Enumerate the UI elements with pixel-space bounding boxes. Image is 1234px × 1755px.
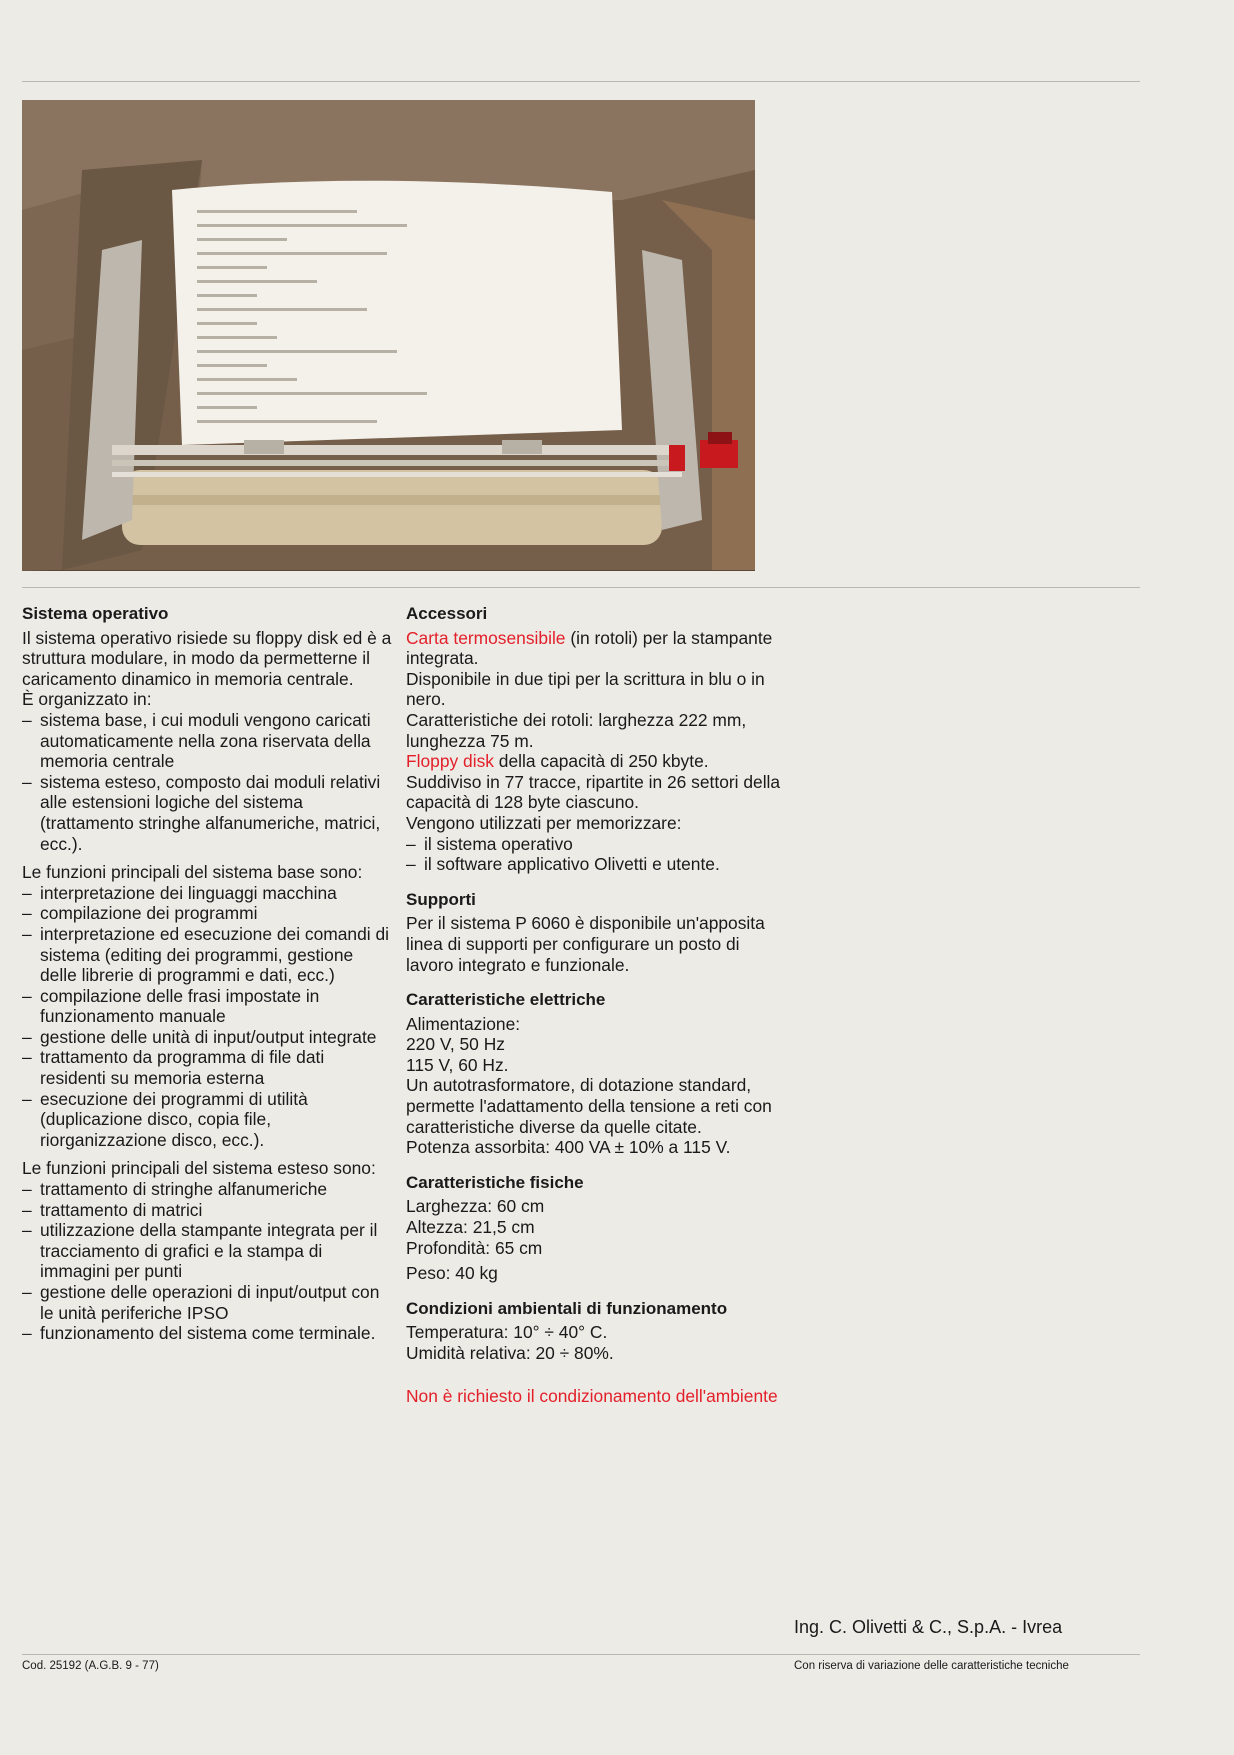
ambientali-note: Non è richiesto il condizionamento dell'ambiente — [406, 1385, 778, 1406]
accessori-paper-paragraph — [406, 628, 786, 669]
list-item: – interpretazione dei linguaggi macchina — [22, 883, 392, 904]
accessori-paper-types: Disponibile in due tipi per la scrittura in blu o in nero. — [406, 668, 765, 710]
highlight-floppy: Floppy disk — [406, 751, 494, 772]
section-title-elettriche: Caratteristiche elettriche — [406, 990, 606, 1010]
org-label: È organizzato in: — [22, 689, 152, 710]
base-label: Le funzioni principali del sistema base sono: — [22, 862, 363, 883]
disclaimer-note: Con riserva di variazione delle caratteristiche tecniche — [794, 1660, 1069, 1672]
footer-rule — [22, 1654, 1140, 1655]
section-title-ambientali: Condizioni ambientali di funzionamento — [406, 1298, 728, 1318]
intro-paragraph: Il sistema operativo risiede su floppy disk ed è a struttura modulare, in modo da permetterne il caricamento dinamico in memoria centrale. — [22, 627, 392, 689]
list-item: – trattamento di stringhe alfanumeriche — [22, 1179, 392, 1200]
top-rule — [22, 81, 1140, 82]
fisiche-line: Peso: 40 kg — [406, 1263, 498, 1284]
company-name: Ing. C. Olivetti & C., S.p.A. - Ivrea — [794, 1617, 1063, 1637]
accessori-usage-list — [406, 834, 786, 875]
list-item: – compilazione dei programmi — [22, 903, 392, 924]
left-column — [22, 604, 392, 1344]
printer-illustration — [22, 100, 755, 571]
list-item: – il software applicativo Olivetti e utente. — [406, 854, 786, 875]
elettriche-autotrasformatore: Un autotrasformatore, di dotazione standard, permette l'adattamento della tensione a reti con caratteristiche diverse da quelle citate. — [406, 1075, 772, 1137]
fisiche-line: Larghezza: 60 cm — [406, 1196, 545, 1217]
accessori-floppy-text: della capacità di 250 kbyte. — [493, 751, 709, 772]
list-item: – trattamento di matrici — [22, 1200, 392, 1221]
list-item: – gestione delle operazioni di input/output con le unità periferiche IPSO — [22, 1282, 392, 1323]
section-title-supporti: Supporti — [406, 889, 476, 909]
accessori-floppy-specs: Suddiviso in 77 tracce, ripartite in 26 settori della capacità di 128 byte ciascuno. — [406, 771, 781, 813]
list-item: – interpretazione ed esecuzione dei comandi di sistema (editing dei programmi, gestione delle librerie di programmi e dati, ecc.) — [22, 924, 392, 986]
list-item: – compilazione delle frasi impostate in funzionamento manuale — [22, 986, 392, 1027]
fisiche-line: Altezza: 21,5 cm — [406, 1217, 535, 1238]
org-list — [22, 710, 392, 854]
list-item: – sistema esteso, composto dai moduli relativi alle estensioni logiche del sistema (trattamento stringhe alfanumeriche, matrici, ecc.). — [22, 772, 392, 854]
middle-rule — [22, 587, 1140, 588]
list-item: – utilizzazione della stampante integrata per il tracciamento di grafici e la stampa di immagini per punti — [22, 1220, 392, 1282]
elettriche-line: 220 V, 50 Hz — [406, 1034, 505, 1055]
list-item: – esecuzione dei programmi di utilità (duplicazione disco, copia file, riorganizzazione disco, ecc.). — [22, 1089, 392, 1151]
elettriche-line: Alimentazione: — [406, 1013, 521, 1034]
supporti-paragraph: Per il sistema P 6060 è disponibile un'apposita linea di supporti per configurare un posto di lavoro integrato e funzionale. — [406, 913, 765, 975]
elettriche-line: 115 V, 60 Hz. — [406, 1054, 509, 1075]
ext-label: Le funzioni principali del sistema esteso sono: — [22, 1158, 376, 1179]
list-item: – sistema base, i cui moduli vengono caricati automaticamente nella zona riservata della memoria centrale — [22, 710, 392, 772]
base-functions-list — [22, 883, 392, 1151]
list-item: – trattamento da programma di file dati residenti su memoria esterna — [22, 1047, 392, 1088]
accessori-paper-text: (in rotoli) per la stampante integrata. — [406, 627, 773, 669]
ambientali-line: Umidità relativa: 20 ÷ 80%. — [406, 1343, 614, 1363]
section-title-accessori: Accessori — [406, 604, 488, 623]
ext-functions-list — [22, 1179, 392, 1344]
accessori-floppy-paragraph — [406, 751, 786, 772]
ambientali-line: Temperatura: 10° ÷ 40° C. — [406, 1322, 608, 1343]
list-item: – il sistema operativo — [406, 834, 786, 855]
section-title-sistema-operativo: Sistema operativo — [22, 604, 169, 623]
right-column — [406, 604, 786, 1406]
list-item: – gestione delle unità di input/output integrate — [22, 1027, 392, 1048]
printer-photo — [22, 100, 755, 571]
document-code: Cod. 25192 (A.G.B. 9 - 77) — [22, 1660, 159, 1672]
accessori-usage-label: Vengono utilizzati per memorizzare: — [406, 812, 682, 833]
accessori-roll-specs: Caratteristiche dei rotoli: larghezza 222 mm, lunghezza 75 m. — [406, 709, 747, 751]
elettriche-potenza: Potenza assorbita: 400 VA ± 10% a 115 V. — [406, 1137, 731, 1158]
list-item: – funzionamento del sistema come terminale. — [22, 1323, 392, 1344]
section-title-fisiche: Caratteristiche fisiche — [406, 1172, 584, 1192]
fisiche-line: Profondità: 65 cm — [406, 1237, 543, 1258]
highlight-carta: Carta termosensibile — [406, 627, 566, 648]
